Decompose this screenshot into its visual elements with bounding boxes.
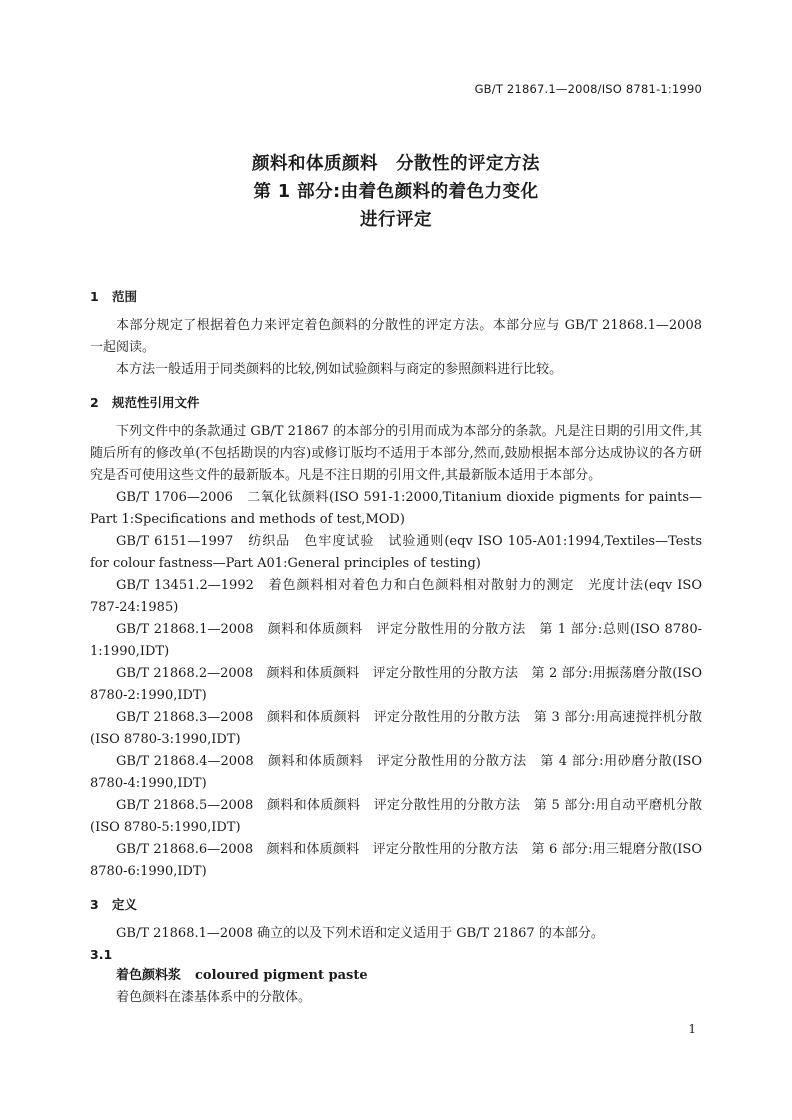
section-number: 2: [90, 395, 99, 410]
reference-item: GB/T 13451.2—1992 着色颜料相对着色力和白色颜料相对散射力的测定 光度计法(eqv ISO 787-24:1985): [90, 578, 702, 615]
reference-item: GB/T 1706—2006 二氧化钛颜料(ISO 591-1:2000,Titanium dioxide pigments for paints—Part 1:Specifications and methods of test,MOD): [90, 490, 702, 527]
document-body: [90, 287, 702, 1009]
section-title: 定义: [112, 897, 138, 912]
reference-item: GB/T 6151—1997 纺织品 色牢度试验 试验通则(eqv ISO 105-A01:1994,Textiles—Tests for colour fastness—Part A01:General principles of testing): [90, 534, 702, 571]
definition-number: 3.1: [90, 947, 113, 962]
section-heading-normative-references: [90, 393, 702, 413]
term-english: coloured pigment paste: [195, 968, 368, 983]
scope-paragraph-1: 本部分规定了根据着色力来评定着色颜料的分散性的评定方法。本部分应与 GB/T 21868.1—2008 一起阅读。: [90, 318, 702, 355]
section-heading-scope: [90, 287, 702, 307]
title-line-1: 颜料和体质颜料 分散性的评定方法: [252, 154, 540, 174]
title-line-2: 第 1 部分:由着色颜料的着色力变化: [253, 182, 539, 202]
section-number: 1: [90, 289, 99, 304]
section-title: 规范性引用文件: [112, 395, 200, 410]
section-heading-definitions: [90, 895, 702, 915]
page-number: 1: [688, 1022, 696, 1036]
title-line-3: 进行评定: [360, 210, 432, 230]
standard-code-header: GB/T 21867.1—2008/ISO 8781-1:1990: [474, 82, 702, 96]
reference-item: GB/T 21868.4—2008 颜料和体质颜料 评定分散性用的分散方法 第 4 部分:用砂磨分散(ISO 8780-4:1990,IDT): [90, 754, 702, 791]
reference-item: GB/T 21868.5—2008 颜料和体质颜料 评定分散性用的分散方法 第 5 部分:用自动平磨机分散(ISO 8780-5:1990,IDT): [90, 798, 702, 835]
term-chinese: 着色颜料浆: [116, 968, 182, 983]
definitions-intro: GB/T 21868.1—2008 确立的以及下列术语和定义适用于 GB/T 21867 的本部分。: [116, 926, 604, 941]
reference-item: GB/T 21868.1—2008 颜料和体质颜料 评定分散性用的分散方法 第 1 部分:总则(ISO 8780-1:1990,IDT): [90, 622, 702, 659]
reference-item: GB/T 21868.2—2008 颜料和体质颜料 评定分散性用的分散方法 第 2 部分:用振荡磨分散(ISO 8780-2:1990,IDT): [90, 666, 702, 703]
section-title: 范围: [112, 289, 138, 304]
scope-paragraph-2: 本方法一般适用于同类颜料的比较,例如试验颜料与商定的参照颜料进行比较。: [116, 362, 563, 377]
reference-item: GB/T 21868.6—2008 颜料和体质颜料 评定分散性用的分散方法 第 6 部分:用三辊磨分散(ISO 8780-6:1990,IDT): [90, 842, 702, 879]
reference-item: GB/T 21868.3—2008 颜料和体质颜料 评定分散性用的分散方法 第 3 部分:用高速搅拌机分散(ISO 8780-3:1990,IDT): [90, 710, 702, 747]
section-number: 3: [90, 897, 99, 912]
references-intro: 下列文件中的条款通过 GB/T 21867 的本部分的引用而成为本部分的条款。凡是注日期的引用文件,其随后所有的修改单(不包括勘误的内容)或修订版均不适用于本部分,然而,鼓励根据本部分达成协议的各方研究是否可使用这些文件的最新版本。凡是不注日期的引用文件,其最新版本适用于本部分。: [90, 424, 702, 483]
term-entry: [90, 965, 702, 987]
document-title: [0, 150, 792, 234]
term-definition: 着色颜料在漆基体系中的分散体。: [116, 990, 312, 1005]
